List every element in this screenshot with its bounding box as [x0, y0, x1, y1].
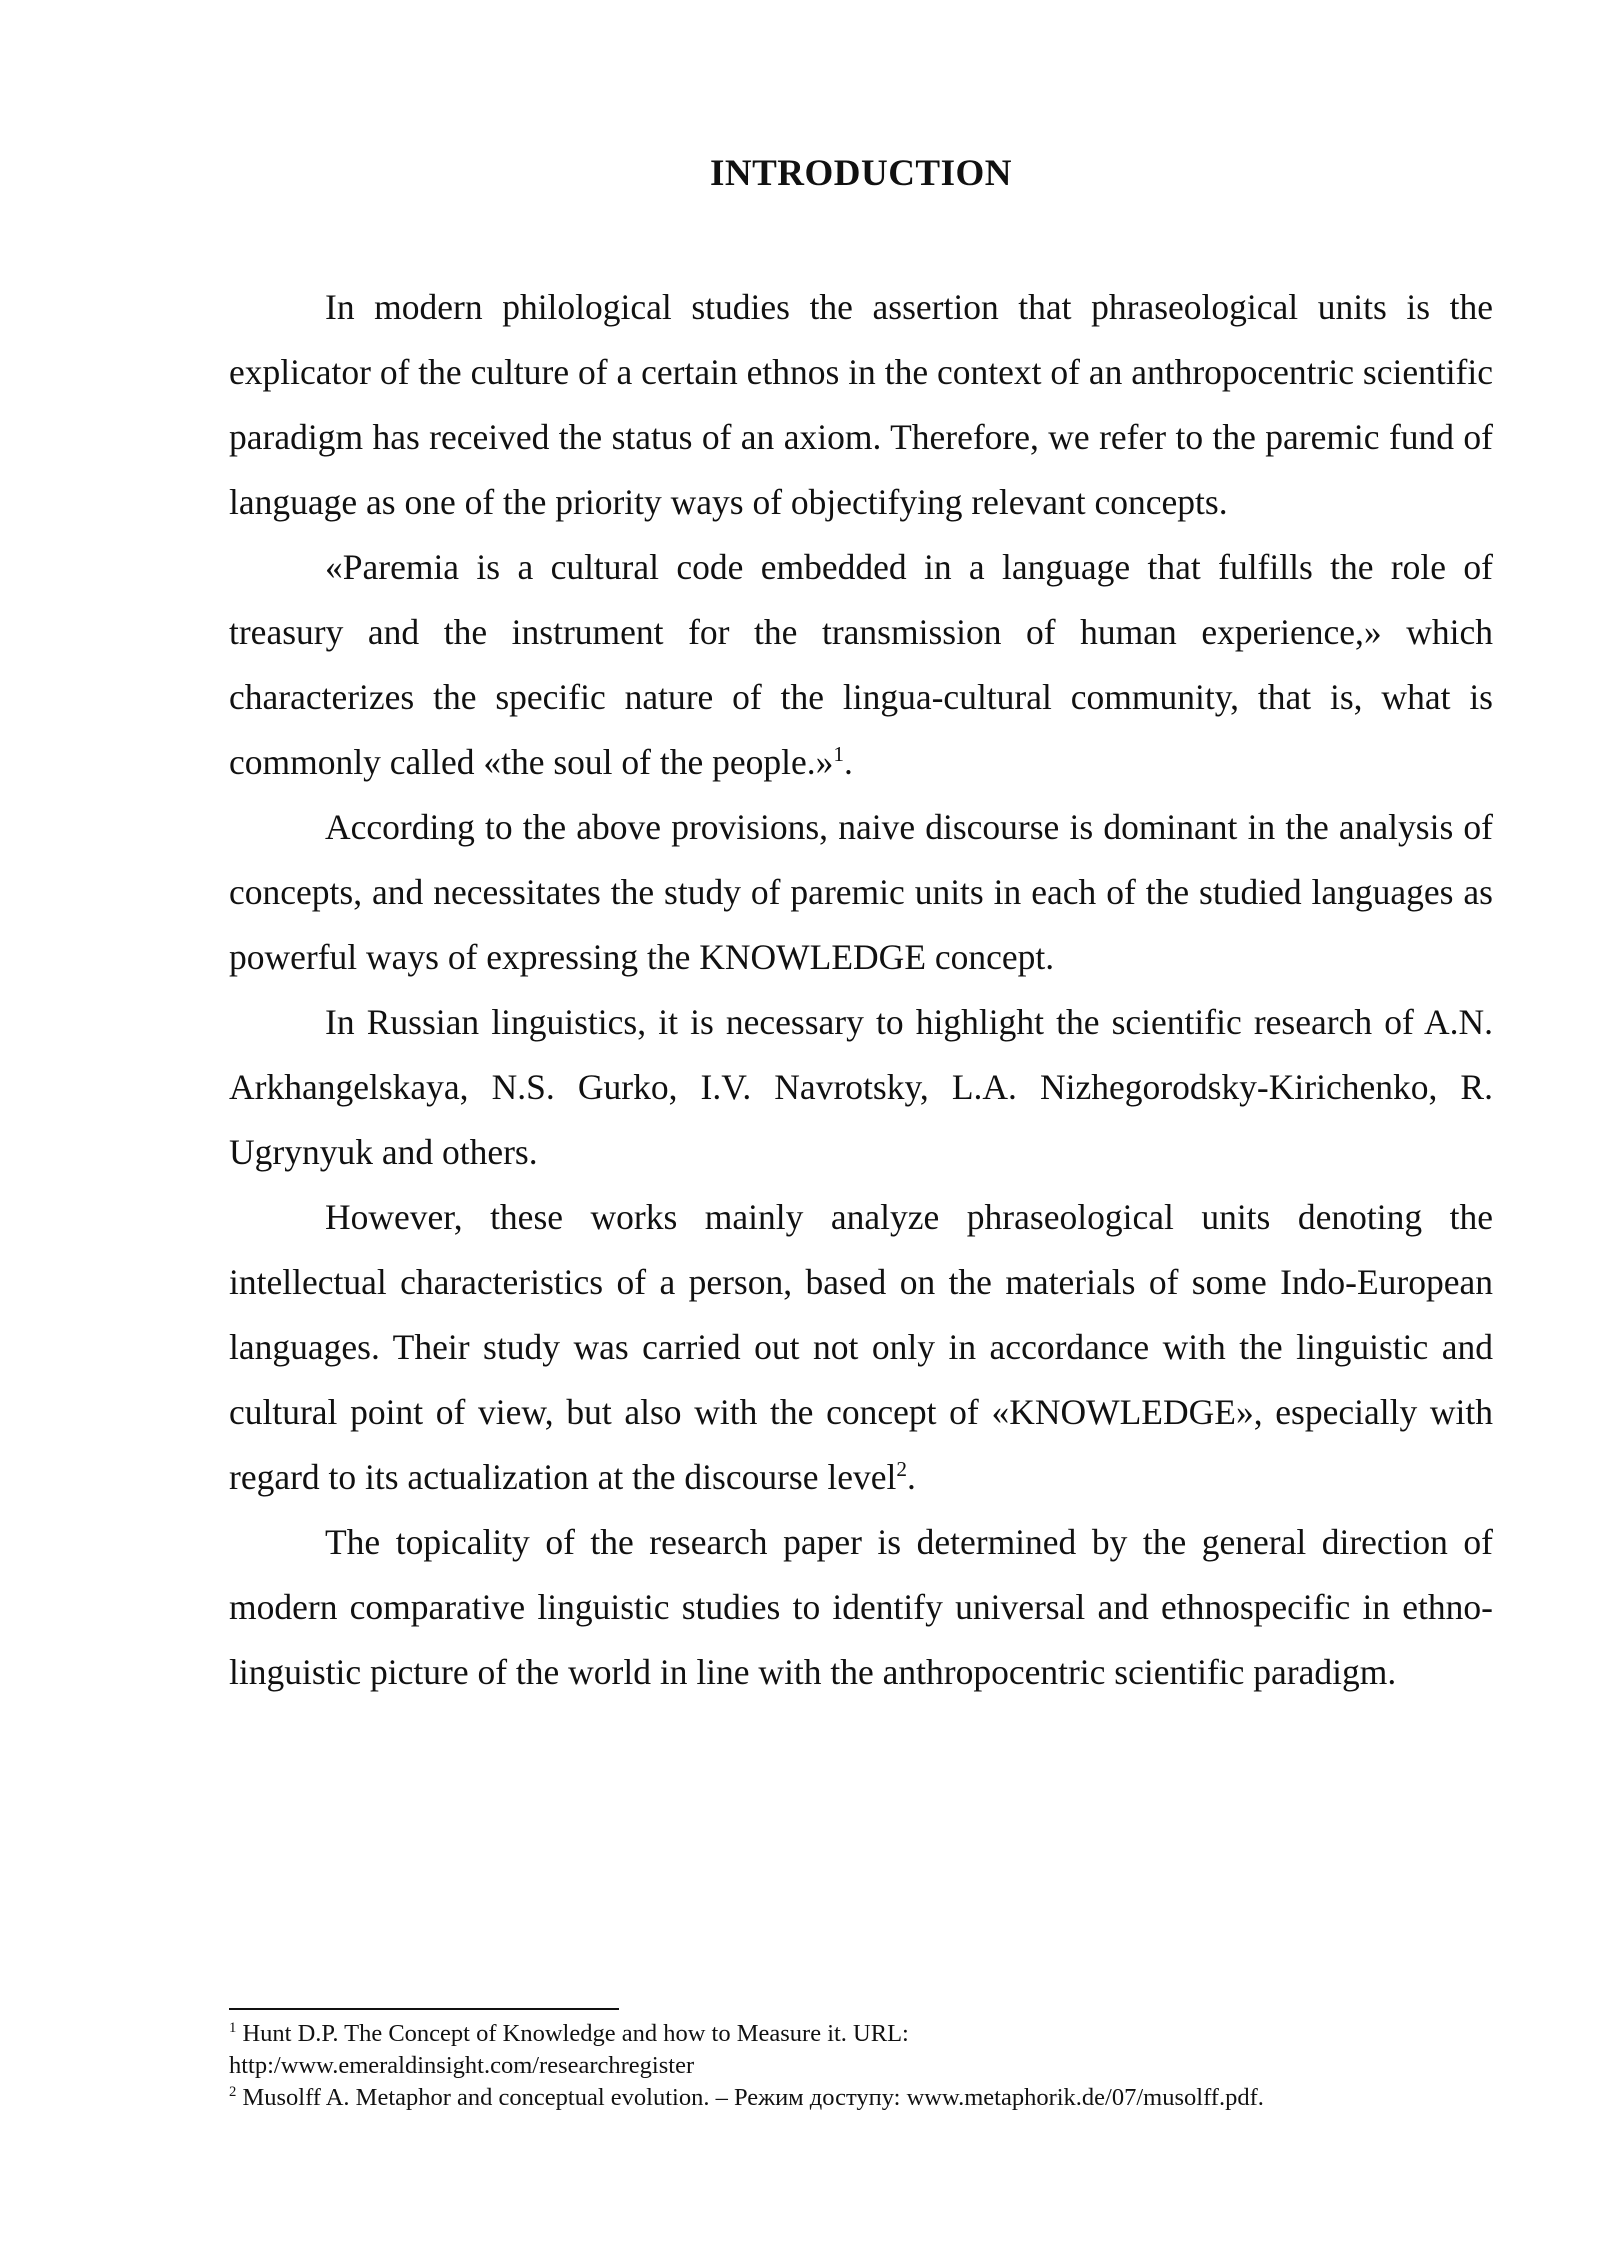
footnote-url[interactable]: http:/www.emeraldinsight.com/researchregister — [229, 2052, 695, 2079]
body-text — [229, 275, 1493, 1705]
paragraph-3 — [229, 795, 1493, 990]
footnote-ref-2[interactable]: 2 — [896, 1457, 907, 1482]
paragraph-4 — [229, 990, 1493, 1185]
paragraph-text: According to the above provisions, naive discourse is dominant in the analysis of concepts, and necessitates the study of paremic units in each of the studied languages as powerful ways of expressing the KNOWLEDGE concept. — [229, 807, 1493, 977]
paragraph-text: In modern philological studies the assertion that phraseological units is the explicator of the culture of a certain ethnos in the context of an anthropocentric scientific paradigm has received the status of an axiom. Therefore, we refer to the paremic fund of language as one of the priority ways of objectifying relevant concepts. — [229, 287, 1493, 522]
footnote-1 — [229, 2018, 1493, 2082]
paragraph-tail: . — [907, 1457, 916, 1497]
footnote-marker: 2 — [229, 2083, 237, 2100]
paragraph-text: The topicality of the research paper is determined by the general direction of modern comparative linguistic studies to identify universal and ethnospecific in ethno-linguistic picture of the world in line with the anthropocentric scientific paradigm. — [229, 1522, 1493, 1692]
paragraph-text: «Paremia is a cultural code embedded in a language that fulfills the role of treasury and the instrument for the transmission of human experience,» which characterizes the specific nature of the lingua-cultural community, that is, what is commonly called «the soul of the people.» — [229, 547, 1493, 782]
paragraph-1 — [229, 275, 1493, 535]
footnote-ref-1[interactable]: 1 — [833, 742, 844, 767]
paragraph-text: In Russian linguistics, it is necessary to highlight the scientific research of A.N. Arkhangelskaya, N.S. Gurko, I.V. Navrotsky, L.A. Nizhegorodsky-Kirichenko, R. Ugrynyuk and others. — [229, 1002, 1493, 1172]
paragraph-5 — [229, 1185, 1493, 1510]
paragraph-text: However, these works mainly analyze phraseological units denoting the intellectual characteristics of a person, based on the materials of some Indo-European languages. Their study was carried out not only in accordance with the linguistic and cultural point of view, but also with the concept of «KNOWLEDGE», especially with regard to its actualization at the discourse level — [229, 1197, 1493, 1497]
footnote-2 — [229, 2082, 1493, 2114]
footnotes — [229, 2018, 1493, 2114]
paragraph-2 — [229, 535, 1493, 795]
page-title: INTRODUCTION — [709, 153, 1013, 194]
paragraph-6 — [229, 1510, 1493, 1705]
footnote-separator — [229, 2008, 619, 2010]
footnote-marker: 1 — [229, 2019, 237, 2036]
footnote-text: Hunt D.P. The Concept of Knowledge and how to Measure it. URL: — [236, 2020, 909, 2047]
footnote-text: Musolff A. Metaphor and conceptual evolution. – Режим доступу: www.metaphorik.de/07/musolff.pdf. — [236, 2084, 1264, 2111]
paragraph-tail: . — [844, 742, 853, 782]
